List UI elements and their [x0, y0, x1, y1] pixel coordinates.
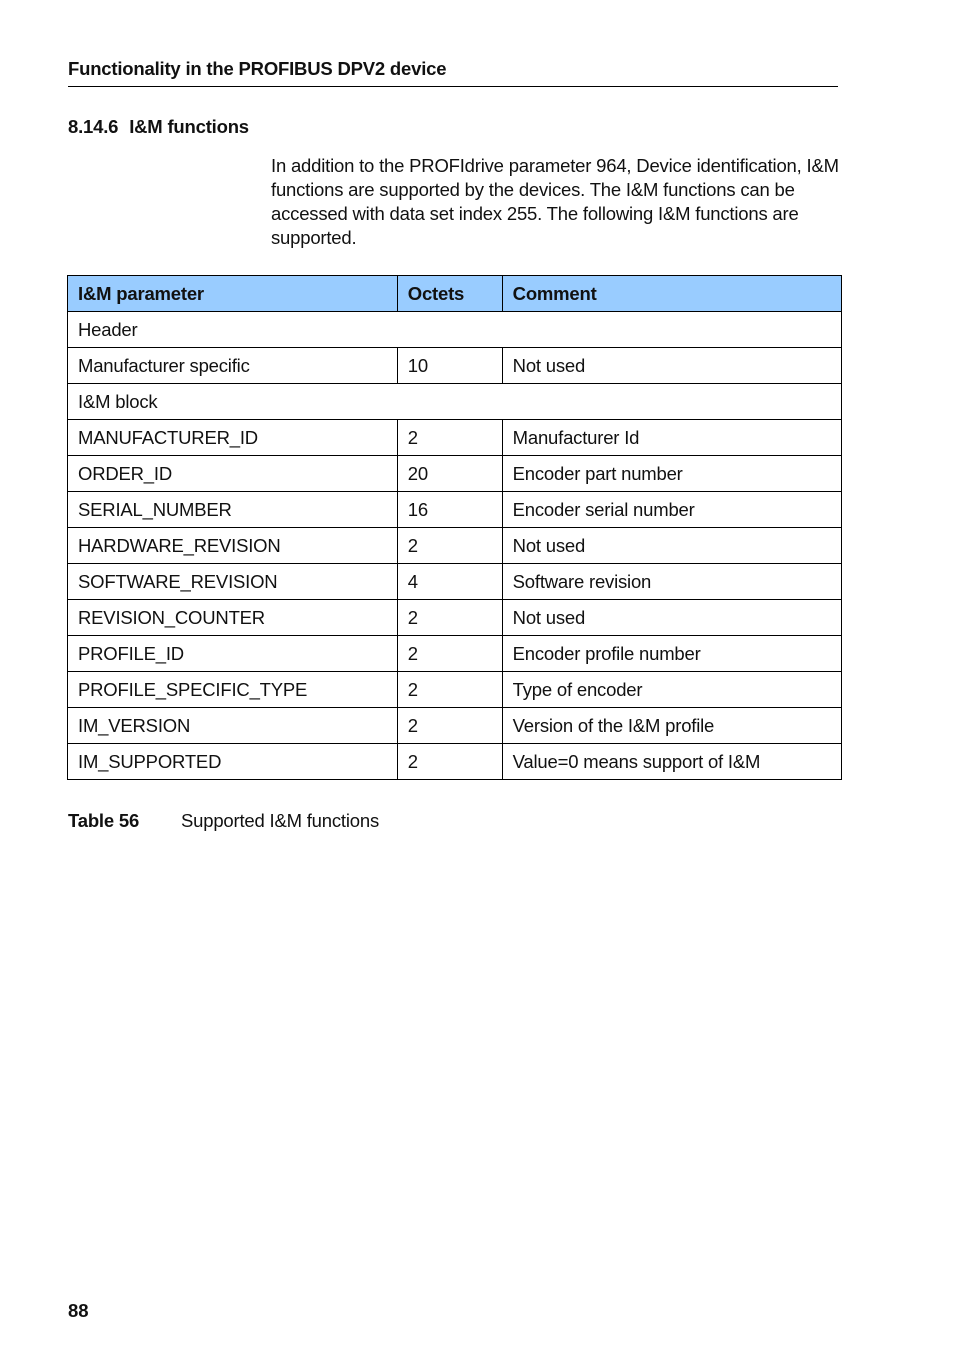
intro-paragraph: In addition to the PROFIdrive parameter 964, Device identification, I&M functions are supported by the devices. The I&M functions can be accessed with data set index 255. The following I&M functions are supported. — [271, 155, 839, 248]
comment-cell: Not used — [502, 348, 841, 384]
octets-cell: 2 — [397, 600, 502, 636]
column-header-comment: Comment — [502, 276, 841, 312]
caption-text: Supported I&M functions — [181, 810, 379, 831]
group-row-im-block — [68, 384, 842, 420]
octets-cell: 2 — [397, 744, 502, 780]
table-row — [68, 600, 842, 636]
im-functions-table — [67, 275, 842, 780]
parameter-cell: Manufacturer specific — [68, 348, 398, 384]
octets-cell: 10 — [397, 348, 502, 384]
table-row — [68, 348, 842, 384]
octets-cell: 20 — [397, 456, 502, 492]
table-row — [68, 636, 842, 672]
column-header-parameter: I&M parameter — [68, 276, 398, 312]
table-row — [68, 708, 842, 744]
table-row — [68, 492, 842, 528]
caption-label: Table 56 — [68, 810, 140, 831]
section-number: 8.14.6 — [68, 116, 119, 137]
table-row — [68, 744, 842, 780]
parameter-cell: PROFILE_SPECIFIC_TYPE — [68, 672, 398, 708]
table-row — [68, 528, 842, 564]
comment-cell: Not used — [502, 600, 841, 636]
group-row-header — [68, 312, 842, 348]
running-header — [68, 58, 838, 87]
octets-cell: 2 — [397, 420, 502, 456]
comment-cell: Version of the I&M profile — [502, 708, 841, 744]
comment-cell: Manufacturer Id — [502, 420, 841, 456]
comment-cell: Software revision — [502, 564, 841, 600]
comment-cell: Encoder profile number — [502, 636, 841, 672]
table-row — [68, 672, 842, 708]
table-row — [68, 420, 842, 456]
octets-cell: 4 — [397, 564, 502, 600]
comment-cell: Encoder serial number — [502, 492, 841, 528]
table-header-row — [68, 276, 842, 312]
parameter-cell: IM_VERSION — [68, 708, 398, 744]
running-header-title: Functionality in the PROFIBUS DPV2 device — [68, 58, 447, 79]
octets-cell: 16 — [397, 492, 502, 528]
comment-cell: Value=0 means support of I&M — [502, 744, 841, 780]
parameter-cell: SERIAL_NUMBER — [68, 492, 398, 528]
octets-cell: 2 — [397, 708, 502, 744]
section-title: I&M functions — [129, 116, 249, 137]
parameter-cell: PROFILE_ID — [68, 636, 398, 672]
parameter-cell: MANUFACTURER_ID — [68, 420, 398, 456]
octets-cell: 2 — [397, 672, 502, 708]
parameter-cell: REVISION_COUNTER — [68, 600, 398, 636]
comment-cell: Encoder part number — [502, 456, 841, 492]
parameter-cell: SOFTWARE_REVISION — [68, 564, 398, 600]
parameter-cell: HARDWARE_REVISION — [68, 528, 398, 564]
group-label: Header — [68, 312, 842, 348]
comment-cell: Type of encoder — [502, 672, 841, 708]
section-heading — [68, 116, 249, 138]
parameter-cell: ORDER_ID — [68, 456, 398, 492]
octets-cell: 2 — [397, 528, 502, 564]
table-row — [68, 564, 842, 600]
octets-cell: 2 — [397, 636, 502, 672]
comment-cell: Not used — [502, 528, 841, 564]
column-header-octets: Octets — [397, 276, 502, 312]
parameter-cell: IM_SUPPORTED — [68, 744, 398, 780]
group-label: I&M block — [68, 384, 842, 420]
page-number: 88 — [68, 1300, 89, 1321]
table-row — [68, 456, 842, 492]
table-caption — [68, 810, 379, 832]
